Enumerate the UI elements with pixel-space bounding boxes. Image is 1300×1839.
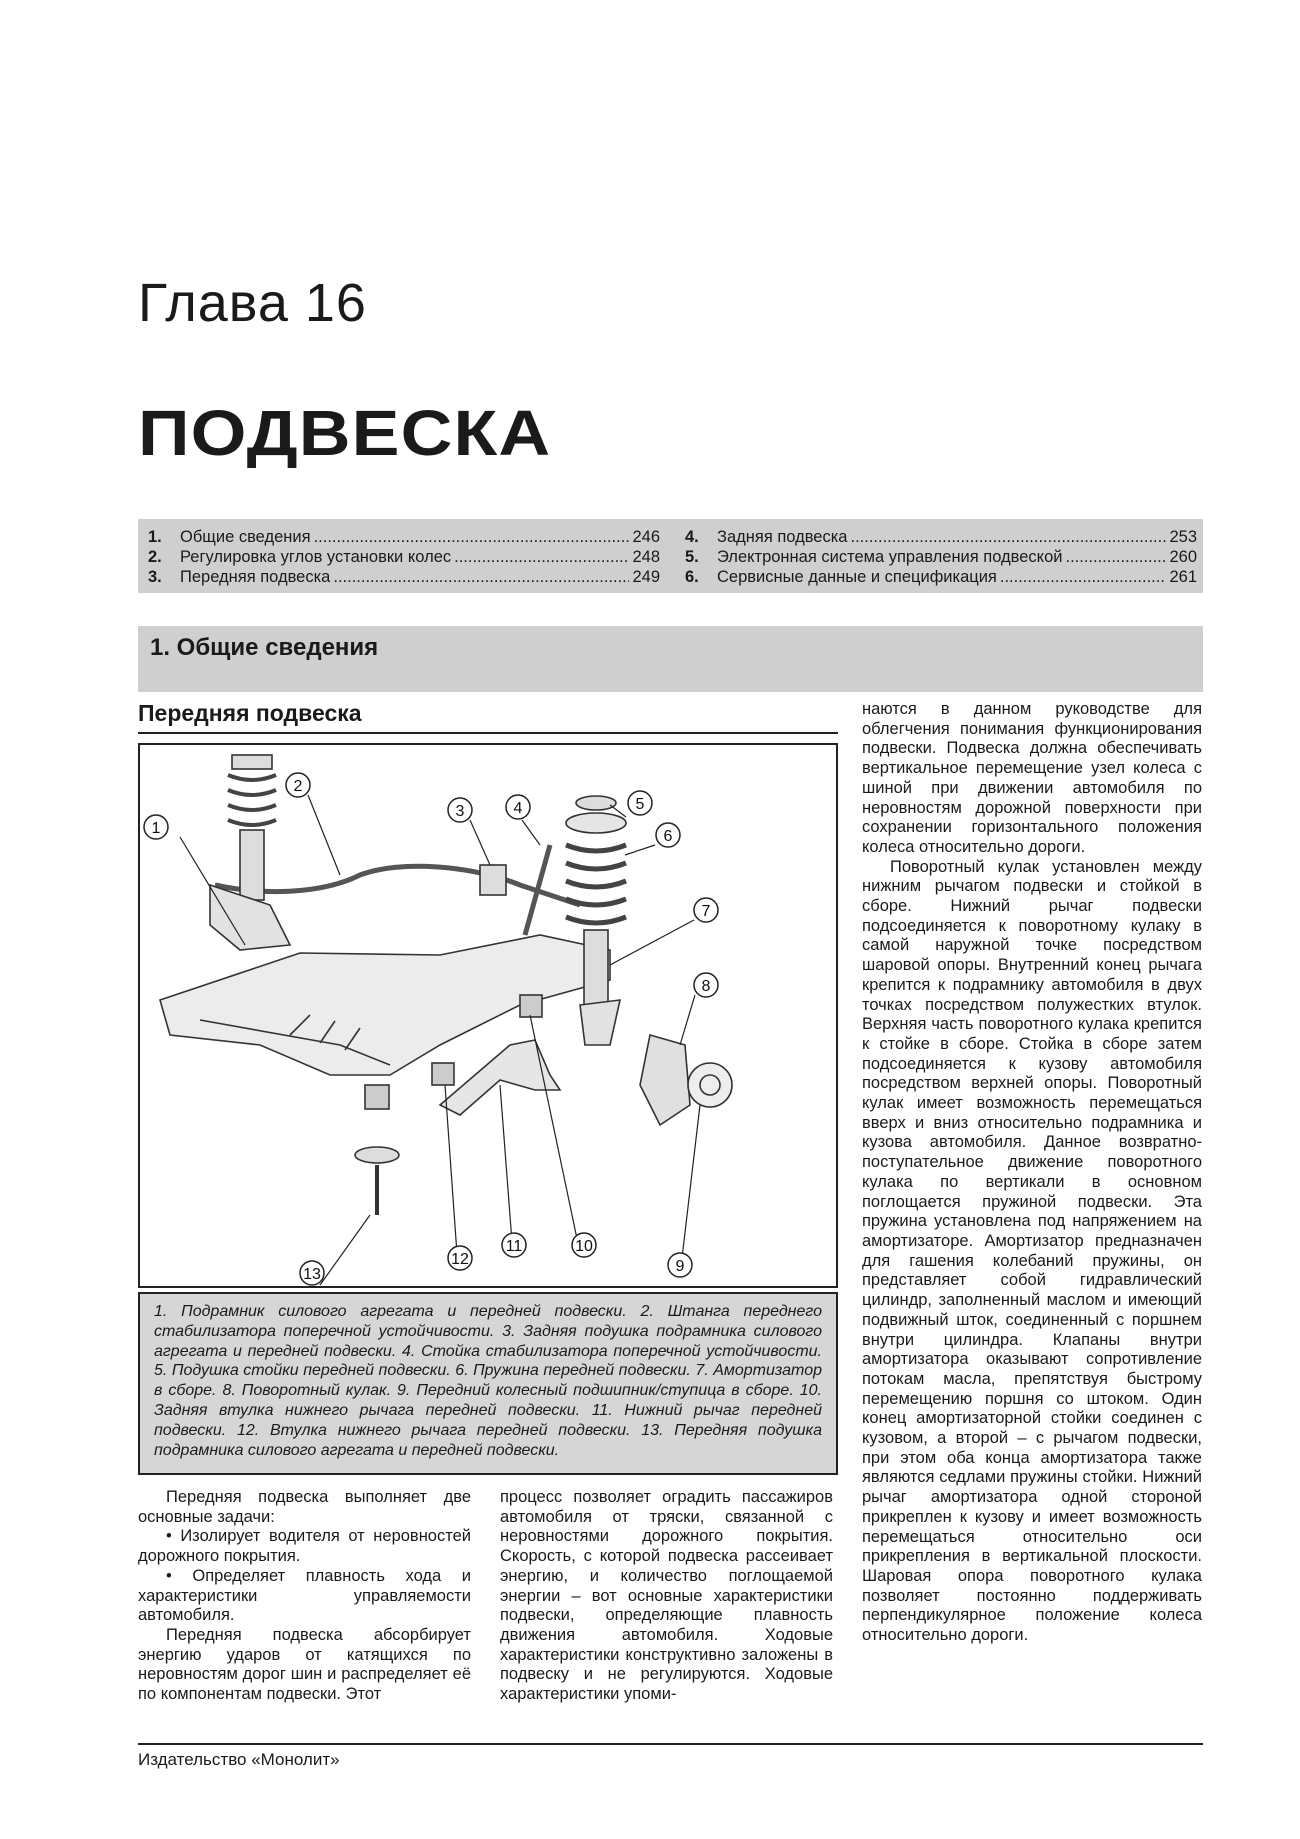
callout-label: 1	[151, 820, 161, 837]
rear-bushing-shape	[520, 995, 542, 1017]
callout-4	[506, 795, 530, 819]
toc-item-page: 261	[1169, 568, 1197, 586]
left-strut-shape	[210, 755, 290, 950]
paragraph: наются в данном руководстве для облегчения понимания функционирования подвески. Подвеска должна обеспечивать вертикальное перемещение узел колеса с шиной при движении автомобиля по неровностям дорожной поверхности при сохранении горизонтального положения колеса относительно дороги.	[862, 700, 1202, 856]
callout-1	[144, 815, 168, 839]
callout-label: 6	[663, 828, 673, 845]
toc-leader-dots	[1065, 547, 1166, 567]
callout-9	[668, 1253, 692, 1277]
toc-item-number: 4.	[685, 528, 699, 546]
table-of-contents	[138, 519, 1203, 593]
figure-caption: 1. Подрамник силового агрегата и передней подвески. 2. Штанга переднего стабилизатора поперечной устойчивости. 3. Задняя подушка подрамника силового агрегата и передней подвески. 4. Стойка стабилизатора поперечной устойчивости. 5. Подушка стойки передней подвески. 6. Пружина передней подвески. 7. Амортизатор в сборе. 8. Поворотный кулак. 9. Передний колесный подшипник/ступица в сборе. 10. Задняя втулка нижнего рычага передней подвески. 11. Нижний рычаг передней подвески. 12. Втулка нижнего рычага передней подвески. 13. Передняя подушка подрамника силового агрегата и передней подвески.	[138, 1292, 838, 1475]
section-title: 1. Общие сведения	[150, 634, 379, 661]
lower-arm-shape	[440, 1040, 560, 1115]
paragraph: Передняя подвеска выполняет две основные задачи:	[138, 1488, 471, 1526]
paragraph: Поворотный кулак установлен между нижним рычагом подвески и стойкой в сборе. Нижний рычаг подвески подсоединяется к поворотному кулаку в самой наружной точке посредством шаровой опоры. Внутренний конец рычага крепится к подрамнику автомобиля в двух точках посредством полужестких втулок. Верхняя часть поворотного кулака крепится к стойке в сборе. Стойка в сборе затем подсоединяется к кузову автомобиля посредством верхней опоры. Поворотный кулак имеет возможность перемещаться вверх и вниз относительно подрамника и кузова автомобиля. Данное возвратно-поступательное движение поворотного кулака по вертикали в основном поглощается пружиной подвески. Эта пружина установлена под напряжением на амортизаторе. Амортизатор предназначен для гашения колебаний пружины, он представляет собой гидравлический цилиндр, заполненный маслом и имеющий подвижный шток, соединенный с поршнем внутри цилиндра. Клапаны внутри амортизатора оказывают сопротивление потокам масла, препятствуя быстрому перемещению поршня со штоком. Один конец амортизаторной стойки соединен с кузовом, а второй – с рычагом подвески, при этом оба конца амортизатора также являются седлами пружины стойки. Нижний рычаг амортизатора одной стороной прикреплен к кузову и имеет возможность перемещаться относительно оси прикрепления в вертикальной плоскости. Шаровая опора поворотного кулака позволяет постоянно поддерживать перпендикулярное положение колеса относительно дороги.	[862, 857, 1202, 1645]
lower-arm-bushing-shape	[432, 1063, 454, 1085]
right-strut-shape	[566, 796, 626, 1045]
toc-item-number: 6.	[685, 568, 699, 586]
callout-label: 3	[455, 803, 465, 820]
toc-item-number: 1.	[148, 528, 162, 546]
body-column-1	[138, 1488, 471, 1705]
rear-cushion-shape	[480, 865, 506, 895]
bullet-item: • Изолирует водителя от неровностей дорожного покрытия.	[138, 1527, 471, 1566]
callout-7	[694, 898, 718, 922]
toc-item-title: Задняя подвеска	[717, 528, 848, 546]
callout-10	[572, 1233, 596, 1257]
callout-12	[448, 1246, 472, 1270]
toc-leader-dots	[454, 547, 629, 567]
publisher-footer: Издательство «Монолит»	[138, 1750, 340, 1769]
toc-item[interactable]	[685, 547, 1197, 567]
section-header	[138, 626, 1203, 692]
callout-11	[502, 1233, 526, 1257]
callout-8	[694, 973, 718, 997]
toc-leader-dots	[1000, 567, 1167, 587]
body-column-3	[862, 700, 1202, 1646]
callout-label: 12	[451, 1251, 469, 1268]
callout-label: 7	[701, 903, 711, 920]
callout-2	[286, 773, 310, 797]
toc-item[interactable]	[685, 567, 1197, 587]
chapter-title: ПОДВЕСКА	[138, 397, 552, 469]
toc-item-page: 248	[632, 548, 660, 566]
callout-3	[448, 798, 472, 822]
toc-item-title: Общие сведения	[180, 528, 311, 546]
callout-6	[656, 823, 680, 847]
toc-item-number: 3.	[148, 568, 162, 586]
suspension-illustration	[140, 745, 836, 1286]
toc-item-number: 5.	[685, 548, 699, 566]
callout-label: 8	[701, 978, 711, 995]
callout-13	[300, 1261, 324, 1285]
body-column-2	[500, 1488, 833, 1705]
paragraph: процесс позволяет оградить пассажиров автомобиля от тряски, связанной с неровностями дорожного покрытия. Скорость, с которой подвеска рассеивает энергию, и количество поглощаемой энергии – вот основные характеристики подвески, определяющие плавность движения автомобиля. Ходовые характеристики конструктивно заложены в подвеску и не регулируются. Ходовые характеристики упоми-	[500, 1488, 833, 1704]
chapter-label: Глава 16	[138, 273, 367, 333]
subsection-title: Передняя подвеска	[138, 700, 838, 734]
callout-label: 11	[505, 1238, 523, 1255]
toc-column-left	[148, 527, 660, 587]
toc-item[interactable]	[148, 527, 660, 547]
toc-item[interactable]	[148, 567, 660, 587]
callout-5	[628, 791, 652, 815]
toc-leader-dots	[850, 527, 1166, 547]
wheel-hub-shape	[688, 1063, 732, 1107]
steering-knuckle-shape	[640, 1035, 690, 1125]
toc-item-title: Регулировка углов установки колес	[180, 548, 452, 566]
toc-item[interactable]	[685, 527, 1197, 547]
toc-item[interactable]	[148, 547, 660, 567]
callout-label: 10	[575, 1238, 593, 1255]
toc-item-page: 246	[632, 528, 660, 546]
stabilizer-bar-shape	[215, 866, 580, 905]
paragraph: Передняя подвеска абсорбирует энергию ударов от катящихся по неровностям дорог шин и распределяет её по компонентам подвески. Этот	[138, 1625, 471, 1704]
toc-item-page: 253	[1169, 528, 1197, 546]
toc-item-page: 260	[1169, 548, 1197, 566]
bullet-item: • Определяет плавность хода и характеристики управляемости автомобиля.	[138, 1566, 471, 1625]
toc-leader-dots	[333, 567, 629, 587]
callout-label: 4	[513, 800, 523, 817]
callout-label: 2	[293, 778, 303, 795]
callout-label: 13	[303, 1266, 321, 1283]
toc-column-right	[685, 527, 1197, 587]
toc-item-title: Электронная система управления подвеской	[717, 548, 1063, 566]
footer-divider	[138, 1743, 1203, 1745]
callout-label: 9	[675, 1258, 685, 1275]
front-cushion-shape	[355, 1085, 399, 1215]
toc-item-number: 2.	[148, 548, 162, 566]
toc-item-title: Сервисные данные и спецификация	[717, 568, 997, 586]
toc-leader-dots	[314, 527, 630, 547]
toc-item-title: Передняя подвеска	[180, 568, 331, 586]
callout-label: 5	[635, 796, 645, 813]
toc-item-page: 249	[632, 568, 660, 586]
suspension-diagram	[138, 743, 838, 1288]
